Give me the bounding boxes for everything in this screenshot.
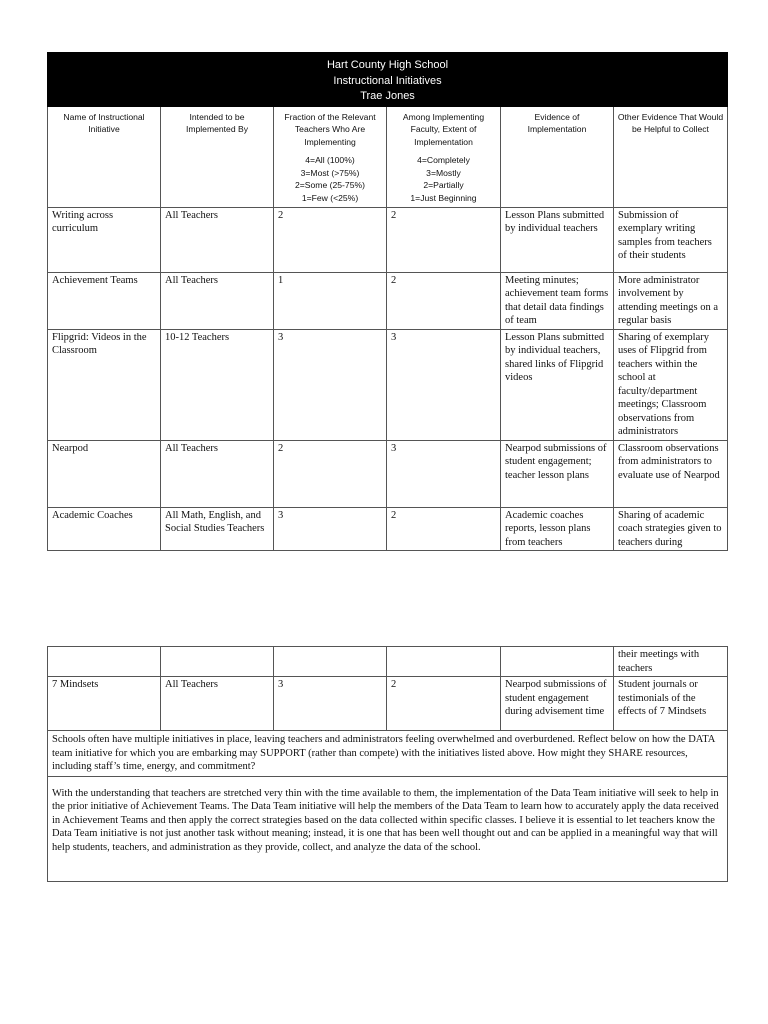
cell-implemented-by: All Teachers: [161, 272, 274, 329]
table-row: [48, 440, 728, 507]
cell-other-evidence: Classroom observations from administrators to evaluate use of Nearpod: [614, 440, 728, 507]
cell-other-evidence: Submission of exemplary writing samples from teachers of their students: [614, 207, 728, 272]
cell-extent: 2: [387, 677, 501, 731]
cell-fraction: [274, 647, 387, 677]
cell-other-evidence: Sharing of academic coach strategies given to teachers during: [614, 507, 728, 551]
reflection-prompt-row: [48, 731, 728, 777]
cell-implemented-by: [161, 647, 274, 677]
cell-initiative: Achievement Teams: [48, 272, 161, 329]
cell-fraction: 1: [274, 272, 387, 329]
cell-extent: [387, 647, 501, 677]
cell-evidence: Academic coaches reports, lesson plans from teachers: [501, 507, 614, 551]
cell-other-evidence: Student journals or testimonials of the effects of 7 Mindsets: [614, 677, 728, 731]
table-subtitle: Instructional Initiatives: [333, 74, 442, 87]
cell-extent: 2: [387, 272, 501, 329]
cell-implemented-by: All Teachers: [161, 440, 274, 507]
cell-fraction: 3: [274, 507, 387, 551]
scale-item: 1=Few (<25%): [301, 192, 359, 203]
cell-other-evidence: Sharing of exemplary uses of Flipgrid from teachers within the school at faculty/department meetings; Classroom observations from administrators: [614, 329, 728, 440]
col-header-evidence: Evidence of Implementation: [501, 106, 614, 207]
column-header-row: [48, 106, 728, 207]
cell-fraction: 3: [274, 677, 387, 731]
scale-item: 3=Most (>75%): [300, 167, 360, 178]
table-row: [48, 207, 728, 272]
col-header-initiative: Name of Instructional Initiative: [48, 106, 161, 207]
table-row-continued: [48, 647, 728, 677]
scale-item: 3=Mostly: [426, 167, 461, 178]
table-banner: [48, 53, 728, 107]
cell-evidence: [501, 647, 614, 677]
col-header-fraction-label: Fraction of the Relevant Teachers Who Are Implementing: [284, 111, 376, 147]
school-name: Hart County High School: [326, 59, 449, 71]
cell-fraction: 2: [274, 440, 387, 507]
cell-extent: 3: [387, 440, 501, 507]
col-header-other-evidence: Other Evidence That Would be Helpful to Collect: [614, 106, 728, 207]
table-row: [48, 329, 728, 440]
cell-evidence: Lesson Plans submitted by individual teachers, shared links of Flipgrid videos: [501, 329, 614, 440]
scale-item: 2=Some (25-75%): [295, 180, 365, 190]
scale-item: 1=Just Beginning: [410, 192, 477, 203]
reflection-response-row: [48, 776, 728, 881]
cell-evidence: Nearpod submissions of student engagement; teacher lesson plans: [501, 440, 614, 507]
cell-other-evidence: their meetings with teachers: [614, 647, 728, 677]
cell-extent: 3: [387, 329, 501, 440]
cell-initiative: Writing across curriculum: [48, 207, 161, 272]
scale-item: 4=Completely: [417, 155, 470, 165]
reflection-prompt: Schools often have multiple initiatives in place, leaving teachers and administrators feeling overwhelmed and overburdened. Reflect below on how the DATA team initiative for which you are embarking may SUPPORT (rather than compete) with the initiatives listed above. How might they SHARE resources, including staff’s time, energy, and commitment?: [48, 731, 728, 777]
col-header-extent: [387, 106, 501, 207]
cell-evidence: Lesson Plans submitted by individual teachers: [501, 207, 614, 272]
cell-evidence: Nearpod submissions of student engagement during advisement time: [501, 677, 614, 731]
cell-initiative: [48, 647, 161, 677]
cell-initiative: Nearpod: [48, 440, 161, 507]
cell-extent: 2: [387, 507, 501, 551]
scale-item: 4=All (100%): [305, 155, 355, 165]
initiatives-table-continued: [47, 646, 728, 882]
cell-implemented-by: All Math, English, and Social Studies Teachers: [161, 507, 274, 551]
cell-evidence: Meeting minutes; achievement team forms that detail data findings of team: [501, 272, 614, 329]
col-header-extent-label: Among Implementing Faculty, Extent of Implementation: [402, 111, 485, 147]
cell-other-evidence: More administrator involvement by attending meetings on a regular basis: [614, 272, 728, 329]
cell-extent: 2: [387, 207, 501, 272]
col-header-implemented-by: Intended to be Implemented By: [161, 106, 274, 207]
table-row: [48, 272, 728, 329]
cell-initiative: Academic Coaches: [48, 507, 161, 551]
cell-initiative: 7 Mindsets: [48, 677, 161, 731]
scale-item: 2=Partially: [423, 180, 464, 190]
table-row: [48, 507, 728, 551]
cell-implemented-by: All Teachers: [161, 677, 274, 731]
table-row: [48, 677, 728, 731]
extent-scale: [390, 154, 497, 204]
author-name: Trae Jones: [360, 90, 415, 102]
col-header-fraction: [274, 106, 387, 207]
initiatives-table: [47, 52, 728, 551]
cell-implemented-by: 10-12 Teachers: [161, 329, 274, 440]
cell-implemented-by: All Teachers: [161, 207, 274, 272]
cell-initiative: Flipgrid: Videos in the Classroom: [48, 329, 161, 440]
reflection-response: With the understanding that teachers are stretched very thin with the time available to them, the implementation of the Data Team initiative will seek to help in the prior initiative of Achievement Teams. The Data Team initiative will help the members of the Data Team to learn how to accurately apply the data received in Achievement Teams and then apply the correct strategies based on the data collected within specific classes. I believe it is essential to let teachers know the Data Team initiative is not just another task without meaning; instead, it is one that has been well thought out and can be applied in a meaningful way that will help students, teachers, and administration as they provide, collect, and analyze the data of the school.: [48, 776, 728, 881]
cell-fraction: 3: [274, 329, 387, 440]
fraction-scale: [277, 154, 383, 204]
cell-fraction: 2: [274, 207, 387, 272]
